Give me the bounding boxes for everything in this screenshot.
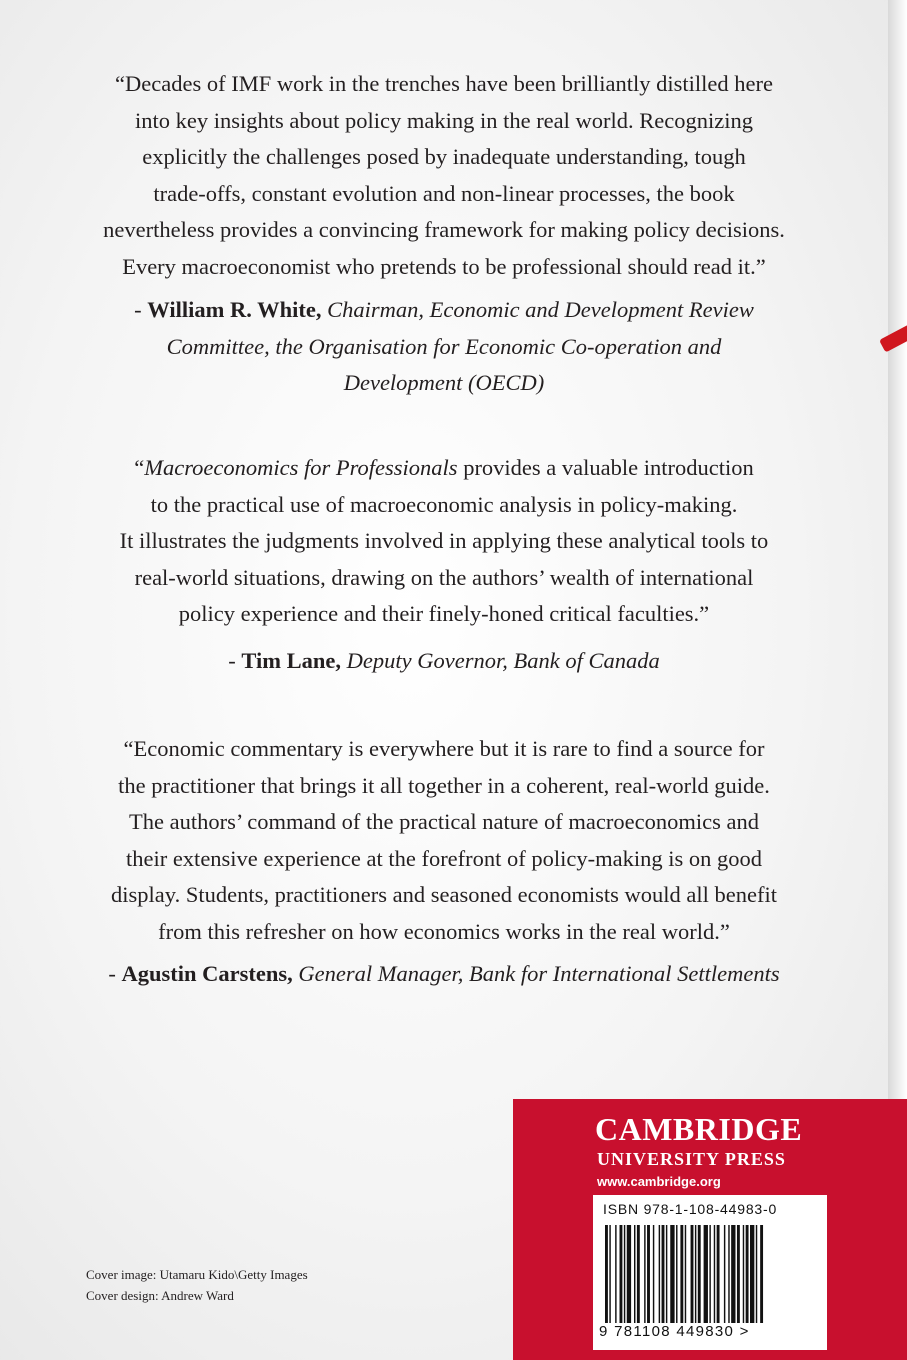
quote-line: The authors’ command of the practical nature of macroeconomics and — [129, 809, 759, 834]
quote-line: display. Students, practitioners and seasoned economists would all benefit — [111, 882, 777, 907]
isbn-label: ISBN 978-1-108-44983-0 — [603, 1201, 778, 1217]
author-name: Agustin Carstens, — [121, 961, 293, 986]
barcode-bar — [750, 1225, 754, 1323]
barcode-bar — [731, 1225, 735, 1323]
author-title: Development (OECD) — [343, 370, 545, 395]
cover-image-credit: Cover image: Utamaru Kido\Getty Images — [86, 1267, 308, 1282]
publisher-block — [513, 1099, 907, 1360]
quote-white — [60, 66, 828, 285]
quote-line: into key insights about policy making in the real world. Recognizing — [134, 107, 753, 133]
barcode-bar — [737, 1225, 740, 1323]
barcode-bar — [695, 1225, 696, 1323]
barcode-bar — [662, 1225, 665, 1323]
barcode-bar — [709, 1225, 710, 1323]
author-name: William R. White, — [147, 297, 322, 322]
quote-line: It illustrates the judgments involved in applying these analytical tools to — [119, 528, 769, 553]
barcode-bar — [676, 1225, 677, 1323]
barcode-bar — [714, 1225, 715, 1323]
quote-lane: “Macroeconomics for Professionals provides a valuable introduction to the practical use of macroeconomic analysis in policy-making. It illustrates the judgments involved in applying these analytical tools to real-world situations, drawing on the authors’ wealth of international policy experience and their finely-honed critical faculties.” — [60, 450, 828, 633]
quote-line: their extensive experience at the forefront of policy-making is on good — [125, 845, 763, 871]
barcode-number: 9 781108 449830 > — [599, 1323, 750, 1340]
quote-line: policy experience and their finely-honed critical faculties.” — [178, 601, 710, 626]
quote-line: Every macroeconomist who pretends to be professional should read it.” — [122, 253, 766, 279]
barcode-bar — [615, 1225, 616, 1323]
barcode-bar — [746, 1225, 749, 1323]
author-title: General Manager, Bank for International Settlements — [298, 961, 780, 986]
barcode-box — [593, 1195, 827, 1350]
author-title: Deputy Governor, Bank of Canada — [346, 648, 660, 673]
barcode-bar — [743, 1225, 744, 1323]
barcode-bar — [620, 1225, 623, 1323]
barcode-bar — [760, 1225, 763, 1323]
quote-line: to the practical use of macroeconomic analysis in policy-making. — [150, 491, 738, 517]
publisher-press: UNIVERSITY PRESS — [597, 1149, 786, 1169]
barcode-bar — [680, 1225, 683, 1323]
barcode-bar — [644, 1225, 645, 1323]
quote-line: from this refresher on how economics works in the real world.” — [158, 918, 730, 944]
barcode-bar — [627, 1225, 631, 1323]
quote-carstens — [60, 731, 828, 950]
barcode-bar — [698, 1225, 701, 1323]
barcode-bar — [724, 1225, 725, 1323]
barcode-bar — [647, 1225, 650, 1323]
attribution-carstens: - Agustin Carstens, General Manager, Bank for International Settlements — [108, 961, 780, 986]
book-title: Macroeconomics for Professionals — [144, 455, 458, 480]
barcode-bar — [653, 1225, 654, 1323]
barcode-bar — [624, 1225, 625, 1323]
barcode-bar — [605, 1225, 608, 1323]
quote-line: “Decades of IMF work in the trenches have been brilliantly distilled here — [115, 71, 773, 96]
quote-line: explicitly the challenges posed by inadequate understanding, tough — [142, 144, 746, 169]
author-name: Tim Lane, — [241, 648, 342, 673]
barcode-bar — [717, 1225, 720, 1323]
quote-line: “Economic commentary is everywhere but it is rare to find a source for — [123, 736, 765, 761]
barcode-bar — [666, 1225, 667, 1323]
barcode-bar — [637, 1225, 640, 1323]
attribution-white: - William R. White, Chairman, Economic and Development Review Committee, the Organisation for Economic Co-operation and Development (OECD) — [134, 297, 754, 395]
barcode-bar — [691, 1225, 694, 1323]
quote-line: real-world situations, drawing on the authors’ wealth of international — [134, 564, 754, 590]
publisher-url: www.cambridge.org — [597, 1174, 721, 1189]
quote-line: the practitioner that brings it all together in a coherent, real-world guide. — [118, 772, 770, 798]
barcode-bar — [756, 1225, 757, 1323]
publisher-name: CAMBRIDGE — [595, 1111, 803, 1147]
barcode-bar — [704, 1225, 708, 1323]
barcode-bar — [685, 1225, 686, 1323]
barcode-bar — [659, 1225, 660, 1323]
barcode-bar — [670, 1225, 674, 1323]
barcode-icon — [603, 1225, 817, 1323]
quote-line: provides a valuable introduction — [457, 455, 754, 480]
barcode-bar — [634, 1225, 635, 1323]
quote-line: trade-offs, constant evolution and non-linear processes, the book — [153, 180, 735, 206]
barcode-bar — [728, 1225, 729, 1323]
barcode-bar — [609, 1225, 610, 1323]
author-title: Chairman, Economic and Development Review — [327, 297, 754, 322]
quote-line: nevertheless provides a convincing framework for making policy decisions. — [103, 217, 785, 242]
cover-design-credit: Cover design: Andrew Ward — [86, 1288, 234, 1303]
attribution-lane: - Tim Lane, Deputy Governor, Bank of Canada — [228, 648, 660, 673]
author-title: Committee, the Organisation for Economic Co-operation and — [166, 333, 722, 359]
